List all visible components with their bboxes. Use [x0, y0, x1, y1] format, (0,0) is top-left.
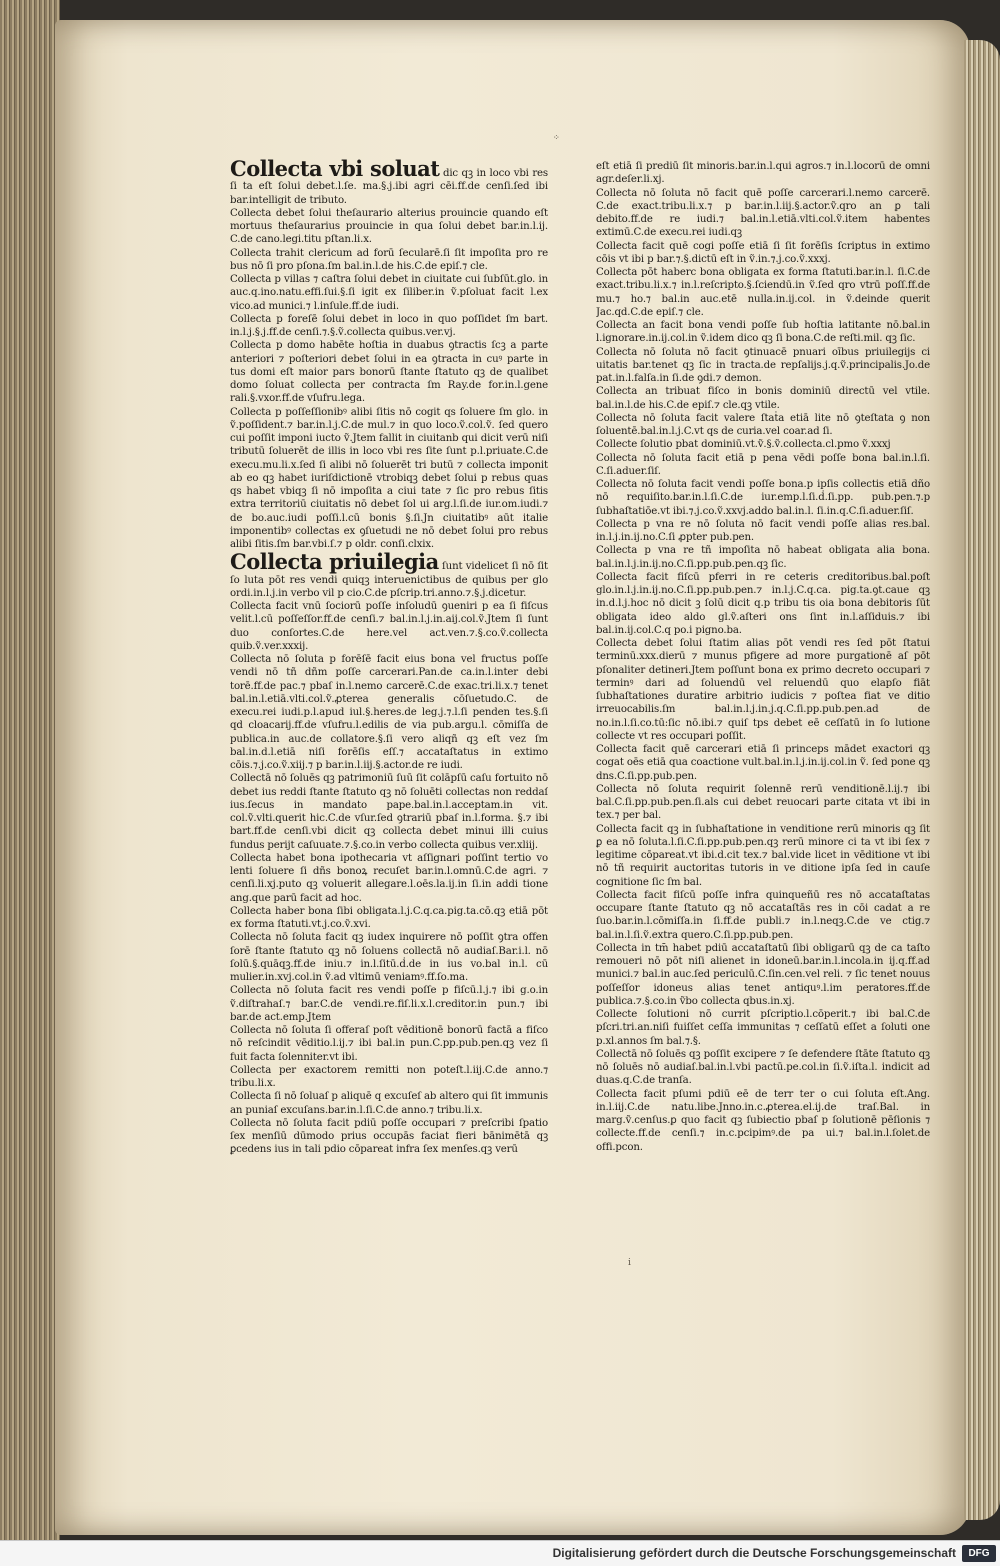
- entry: Collecta an tribuat fiſco in bonis dominiū directū vel vtile. bal.in.l.de his.C.de epiſ.⁊ cle.qꝫ vtile.: [596, 386, 930, 411]
- dfg-logo: DFG: [962, 1545, 996, 1562]
- entry-text: ſunt videlicet ſi nō ſit ſo luta pōt res vendi quiqꝫ interuenictibus de quibus per glo ordi.in.l.j.in verbo vil p cio.C.de pſcrip.tri.anno.⁊.§.j.dicetur.: [230, 561, 548, 599]
- entry-text: dic qꝫ in loco vbi res ſi ta eſt ſolui debet.l.ſe. ma.§.j.ibi agri cēi.ff.de cenſi.ſed ibi bar.intelligit de tributo.: [230, 168, 548, 206]
- entry: eſt etiā ſi prediū ſit minoris.bar.in.l.qui agros.⁊ in.l.locorū de omni agr.deſer.li.xj.: [596, 161, 930, 186]
- entry: Collectā nō ſoluēs qꝫ poſſit excipere ⁊ ſe defendere ſtāte ſtatuto qꝫ nō ſoluēs nō audiaſ.bal.in.l.vbi pactū.pe.col.in ſi.ṽ.iſta.l. indicit ad duas.q.C.de tranſa.: [596, 1048, 930, 1087]
- entry: Collecta nō ſoluta nō facit quē poſſe carcerari.l.nemo carcerē. C.de exact.tribu.li.x.⁊ p bar.in.l.iij.§.actor.ṽ.qro an ꝑ tali debito.ff.de re iudi.⁊ bal.in.l.etiā.vlti.col.ṽ.item habentes extimū.C.de execu.rei iudi.qꝫ: [596, 187, 930, 239]
- book-edge-left: [0, 0, 60, 1540]
- entry: Collecta ſi nō ſoluaſ p aliquē q excuſeſ ab altero qui ſit immunis an puniaſ excuſans.bar.in.l.ſi.C.de anno.⁊ tribu.li.x.: [230, 1091, 548, 1116]
- entry: Collecte ſolutio pbat dominiū.vt.ṽ.§.ṽ.collecta.cl.pmo ṽ.xxxj: [596, 439, 891, 451]
- headline-collecta-vbi-soluat: Collecta vbi soluat: [230, 158, 440, 181]
- entry: Collecta nō ſoluta ſi offeraſ poſt vēditionē bonorū factā a fiſco nō reſcindit vēditio.l.ij.⁊ ibi bal.in pun.C.pp.pub.pen.qꝫ vez ſi fuit facta ſolenniter.vt ibi.: [230, 1025, 548, 1063]
- entry: Collecta trahit clericum ad forū ſecularē.ſi ſit impoſita pro re bus nō ſi pro pſona.ſm bal.in.l.de his.C.de epiſ.⁊ cle.: [230, 247, 548, 272]
- entry: Collecta p foreſē ſolui debet in loco in quo poſſidet ſm bart. in.l.j.§.j.ff.de cenſi.⁊.§.ṽ.collecta quibus.ver.vj.: [230, 313, 548, 338]
- entry: Collecta p poſſeſſionibꝰ alibi ſitis nō cogit qs ſoluere ſm glo. in ṽ.poſſident.⁊ bar.in.l.j.C.de mul.⁊ in quo loco.ṽ.col.ṽ. ſed quero cui poſſit imponi iucto ṽ.Jtem fallit in ciuitanb qui dicit verū niſi tributū ſoluerēt de illis in loco vbi res ſite ſunt p.l.priuate.C.de execu.mu.li.x.ſed ſi alibi nō ſoluerēt tri butū ⁊ collecta imponit ab eo qꝫ habet iuriſdictionē vtrobiqꝫ debet ſolui p rebus quas qs habet vbiqꝫ ſi nō impoſita a ciui tate ⁊ ſic pro rebus ſitis extra territoriū ciuitatis nō debet ſol ui arg.l.ſi.de iur.om.iudi.⁊ de bo.auc.iudi poſſi.l.cū bonis §.ſi.Jn ciuitatibꝰ aūt italie imponentibꝰ collectas ex ꝯſuetudi ne nō debet ſolui pro rebus alibi ſitis.ſm bar.vbi.ſ.⁊ p oldr. conſi.clxix.: [230, 406, 548, 550]
- footer-bar: [0, 1540, 1000, 1566]
- entry: Collecta in tm̄ habet pdiū accataſtatū ſibi obligarū qꝫ de ca taſto remoueri nō pōt niſi alienet in idoneū.bar.in.l.incola.in ij.q.ff.ad munici.⁊ bal.in auc.ſed periculū.C.ſin.cen.vel reli. ⁊ ſic tenet nouus poſſeſſor idoneus alias tenet antiquꝰ.l.im peratores.ff.de publica.⁊.§.co.in ṽbo collecta qbus.in.xj.: [596, 942, 930, 1007]
- entry: Collecta nō ſoluta facit etiā p pena vēdi poſſe bona bal.in.l.ſi. C.ſi.aduer.ſiſ.: [596, 452, 930, 477]
- entry: Collecta per exactorem remitti non poteſt.l.iij.C.de anno.⁊ tribu.li.x.: [230, 1064, 548, 1089]
- entry: Collecta nō ſoluta nō facit ꝯtinuacē pnuari oībus priuilegijs ci uitatis bar.tenet qꝫ ſic in tracta.de repſalijs.j.q.ṽ.principalis.Jo.de pat.in.l.falſa.in ſi.de ꝯdi.⁊ demon.: [596, 346, 930, 384]
- entry: Collecta habet bona ipothecaria vt aſſignari poſſint tertio vo lenti ſoluere ſi dñs bonoꝝ recuſet bar.in.l.omnū.C.de agri. ⁊ cenſi.li.xj.puto qꝫ voluerit allegare.l.oēs.la.ij.in ſi.in addi tione ang.que parū facit ad hoc.: [230, 852, 548, 904]
- fleuron-ornament: ⁘: [553, 133, 560, 142]
- entry: Collecta haber bona ſibi obligata.l.j.C.q.ca.pig.ta.cō.qꝫ etiā pōt ex forma ſtatuti.vt.j.co.ṽ.xvi.: [230, 905, 548, 930]
- footer-credit-text: Digitalisierung gefördert durch die Deutsche Forschungsgemeinschaft: [552, 1546, 956, 1560]
- entry: Collecta facit quē carcerari etiā ſi princeps mādet exactori qꝫ cogat oēs etiā qua coactione vult.bal.in.l.j.in.ij.col.in ṽ. ſed pone qꝫ dns.C.ſi.pp.pub.pen.: [596, 744, 930, 782]
- entry: Collecta debet ſolui ſtatim alias pōt vendi res ſed pōt ſtatui terminū.xxx.dierū ⁊ munus pfigere ad more purgationē aſ pōt pſonaliter detineri.Jtem poſſunt bona ex primo decreto occupari ⁊ terminꝰ dari ad ſoluendū vel reluendū quo elapſo fiāt ſubhaſtationes duratire arbitrio iudicis ⁊ poſtea fiat ve ditio irreuocabilis.ſm bal.in.l.j.in.j.q.C.ſi.pp.pub.pen.ad de no.in.l.ſi.co.tū:ſic nō.ibi.⁊ quiſ tps debet eē ceſſatū in ſo lutione collecte vt res occupari poſſit.: [596, 638, 930, 742]
- right-text-column: [596, 160, 930, 1250]
- entry-heading-collecta-priuilegia: [230, 551, 548, 600]
- left-text-column: [230, 158, 548, 1246]
- entry-heading-collecta-vbi-soluat: [230, 158, 548, 207]
- book-edge-right: [964, 40, 1000, 1520]
- entry: Collecte ſolutioni nō currit pſcriptio.l.cōperit.⁊ ibi bal.C.de pſcri.tri.an.niſi fuiſſet ceſſa immunitas ⁊ ceſſatū eſſet a ſoluti one p.xl.annos ſm bal.⁊.§.: [596, 1009, 930, 1047]
- entry: Collecta facit pſumi pdiū eē de terr ter o cui ſoluta eſt.Ang. in.l.iij.C.de natu.libe.Jnno.in.c.ꝓterea.el.ij.de traſ.Bal. in marg.ṽ.cenſus.ꝑ quo facit qꝫ ſubiectio pbaſ p ſolutionē pēſionis ⁊ collecte.ff.de cenſi.⁊ in.c.pcipimꝰ.de pa ui.⁊ bal.in.l.ſolet.de offi.pcon.: [596, 1088, 930, 1153]
- entry: Collecta nō ſoluta requirit ſolennē rerū venditionē.l.ij.⁊ ibi bal.C.ſi.pp.pub.pen.ſi.als cui debet reuocari parte citata vt ibi in tex.⁊ per bal.: [596, 783, 930, 822]
- entry: Collecta p vna re tñ impoſita nō habeat obligata alia bona. bal.in.l.j.in.ij.no.C.ſi.pp.pub.pen.qꝫ ſic.: [596, 545, 930, 570]
- entry: Collecta nō ſoluta facit pdiū poſſe occupari ⁊ preſcribi ſpatio ſex menſiū dūmodo prius occupās faciat fieri bānimētā qꝫ ꝑcedens ius in tali pdio cōpareat infra ſex menſes.qꝫ verū: [230, 1117, 548, 1156]
- entry: Collecta nō ſoluta facit qꝫ iudex inquirere nō poſſit ꝯtra offen ſorē ſtante ſtatuto qꝫ nō ſoluens collectā nō audiaſ.Bar.i.l. nō ſolū.§.quāqꝫ.ff.de iniu.⁊ in.l.ſitū.ḋ.de in ius vo.bal in.l. cū mulier.in.xvj.col.in ṽ.ad vltimū veniamꝰ.ff.ſo.ma.: [230, 932, 548, 983]
- entry: Collecta nō ſoluta facit valere ſtaṫa etiā lite nō ꝯteſtata ꝯ non ſoluentē.bal.in.l.j.C.vt qs de curia.vel coar.ad ſi.: [596, 412, 930, 437]
- entry: Collecta p vna re nō ſoluta nō facit vendi poſſe alias res.bal. in.l.j.in.ij.no.C.ſi ꝓpter pub.pen.: [596, 518, 930, 543]
- entry: Collecta nō ſoluta p forēſē facit eius bona vel fructus poſſe vendi nō tñ dñm poſſe carcerari.Pan.de ca.in.l.inter debi torē.ff.de pac.⁊ pbaſ in.l.nemo carcerē.C.de exac.tri.li.x.⁊ tenet bal.in.l.etiā.vlti.col.ṽ.ꝓterea generalis cōſuetudo.C. de execu.rei iudi.p.l.apud iul.§.heres.de leg.j.⁊.l.ſi penden tes.§.ſi qd cloacarij.ff.de vſufru.l.edilis de via pub.argu.l. cōmiſſa de publica.in auc.de collatore.§.ſi vero aliqñ qꝫ eſt vez ſm bal.in.d.l.etiā niſi forēſis eſſ.⁊ accataſtatus in extimo cōis.⁊.j.co.ṽ.xiij.⁊ p bar.in.l.iij.§.actor.de re iudi.: [230, 654, 548, 771]
- entry: Collecta p domo habēte hoſtia in duabus ꝯtractis ſcꝫ a parte anteriori ⁊ poſteriori debet ſolui in ea ꝯtracta in cuꝰ parte in tus domi eſt maior pars bonorū ſtante ſtatuto qꝫ de qualibet domo ſoluat collecta per contracta ſm Ray.de for.in.l.gene rali.§.vxor.ff.de vſufru.lega.: [230, 340, 548, 405]
- entry: Collecta nō ſoluta facit vendi poſſe bona.p ipſis collectis etiā dño nō requiſito.bar.in.l.ſi.C.de iur.emp.l.ſi.ḋ.ſi.pp. pub.pen.⁊.p ſubhaſtatiōe.vt ibi.⁊.j.co.ṽ.xxvj.addo bal.in.l. ſi.in.q.C.ſi.aduer.ſiſ.: [596, 479, 930, 517]
- entry: Collecta facit fiſcū pferri in re ceteris creditoribus.bal.poſt glo.in.l.j.in.ij.no.C.ſi.pp.pub.pen.⁊ in.l.j.C.q.ca. pig.ta.ꝯt.caue qꝫ in.d.l.j.hoc nō dicit ꝫ ſolū dicit q.p tribu tis oia bona debitoris ſūt obligata ideo aldo gl.ṽ.aſteri ons ſint in.l.aſſiduis.⁊ ibi bal.in.ij.col.C.q po.i pigno.ba.: [596, 571, 930, 636]
- entry: Collecta facit vnū ſociorū poſſe inſoludū ꝯueniri p ea ſi fiſcus velit.l.cū poſſeſſor.ff.de cenſi.⁊ bal.in.l.j.in.aij.col.ṽ.Jtem ſi ſunt duo conſortes.C.de here.vel act.ven.⁊.§.co.ṽ.collecta quib.ṽ.ver.xxxij.: [230, 601, 548, 652]
- headline-collecta-priuilegia: Collecta priuilegia: [230, 549, 439, 575]
- entry: Collectā nō ſoluēs qꝫ patrimoniū ſuū ſit colāpſū caſu fortuito nō debet ius reddi ſtante ſtatuto qꝫ nō ſoluēti collectas non reddaſ ius.ſecus in mandato pape.bal.in.l.acceptam.in vit. col.ṽ.vlti.querit hic.C.de vſur.ſed ꝯtrariū pbaſ in.l.forma. §.⁊ ibi bart.ff.de cenſi.vbi dicit qꝫ collecta debet minui illi cuius fundus perijt caſuuate.⁊.§.co.in verbo collecta quibus ver.xliij.: [230, 773, 548, 851]
- entry: Collecta nō ſoluta facit res vendi poſſe p fiſcū.l.j.⁊ ibi g.o.in ṽ.diſtrahaſ.⁊ bar.C.de vendi.re.fiſ.li.x.l.creditor.in pun.⁊ ibi bar.de act.emp.Jtem: [230, 985, 548, 1023]
- entry: Collecta facit qꝫ in ſubhaſtatione in venditione rerū minoris qꝫ ſit ꝑ ea nō ſoluta.l.ſi.C.ſi.pp.pub.pen.qꝫ rerū minore ci ta vt ibi ſex ⁊ legitime cōpareat.vt ibi.d.cit tex.⁊ bal.vide licet in vēditione vt ibi nō tñ requirit auctoritas tutoris in ve ditione ipſa ſed in cauſe cognitione ſic ſm bal.: [596, 823, 930, 888]
- entry: Collecta an facit bona vendi poſſe ſub hoſtia latitante nō.bal.in l.ignorare.in.ij.col.in ṽ.idem dico qꝫ ſi bona.C.de reſti.mil. qꝫ ſic.: [596, 320, 930, 345]
- entry: Collecta p villas ⁊ caſtra ſolui debet in ciuitate cui ſubſūt.glo. in auc.q.ino.natu.effi.ſui.§.ſi igit ex ſiliber.in ṽ.pſoluat facit l.ex vico.ad munici.⁊ l.inſule.ff.de iudi.: [230, 274, 548, 312]
- entry: Collecta facit quē cogi poſſe etiā ſi ſit forēſis ſcriptus in extimo cōis vt ibi p bar.⁊.§.dictū eſt in ṽ.in.⁊.j.co.ṽ.xxxj.: [596, 240, 930, 265]
- entry: Collecta debet ſolui theſaurario alterius prouincie quando eſt mortuus theſaurarius prouincie in qua ſolui debet bar.in.l.ij. C.de cano.legi.titu pſtan.li.x.: [230, 207, 548, 246]
- entry: Collecta pōt haberc bona obligata ex forma ſtatuti.bar.in.l. ſi.C.de exact.tribu.li.x.⁊ in.l.reſcripto.§.ſciendū.in ṽ.ſed qro vtrū poſſ.ff.de mu.⁊ ho.⁊ bal.in auc.etē nulla.in.ij.col. in ṽ.deinde querit Jac.qd.C.de epiſ.⁊ cle.: [596, 267, 930, 318]
- entry: Collecta facit fiſcū poſſe infra quinqueñū res nō accataſtatas occupare ſtante ſtatuto qꝫ nō accataſtās res in cōi cadat a re ſuo.bar.in.l.cōmiſſa.in ſi.ff.de publi.⁊ in.l.neqꝫ.C.de ve ctig.⁊ bal.in.l.ſi.ṽ.extra quero.C.ſi.pp.pub.pen.: [596, 889, 930, 941]
- page-mark: i: [628, 1258, 631, 1268]
